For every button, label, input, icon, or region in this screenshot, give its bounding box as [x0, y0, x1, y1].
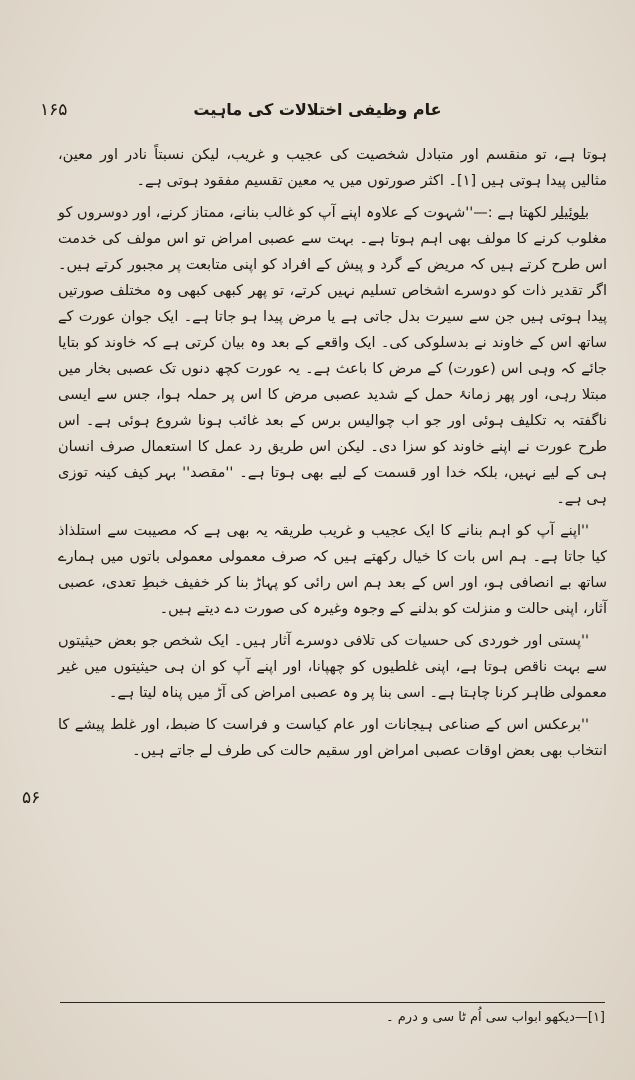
footnote-divider — [60, 1002, 605, 1003]
running-title: عام وظیفی اختلالات کی ماہیت — [193, 100, 442, 119]
body-text — [58, 142, 607, 770]
page-header — [30, 100, 605, 130]
paragraph: ''اپنے آپ کو اہم بنانے کا ایک عجیب و غریب طریقہ یہ بھی ہے کہ مصیبت سے استلذاذ کیا جاتا ہے۔ ہم اس بات کا خیال رکھتے ہیں کہ صرف معمولی معمولی باتوں میں ہمارے ساتھ بے انصافی ہو، اور اس کے بعد ہم اس رائی کو پہاڑ بنا کر خفیف خبطِ تعدی، عصبی آثار، اپنی حالت و منزلت کو بدلنے کے وجوہ وغیرہ کی صورت دے دیتے ہیں۔ — [58, 523, 607, 617]
author-name: بلوئیلر — [551, 205, 589, 221]
page-number: ۱۶۵ — [40, 100, 68, 120]
paragraph-quote-intro — [58, 200, 607, 512]
paragraph: ہوتا ہے، تو منقسم اور متبادل شخصیت کی عجیب و غریب، لیکن نسبتاً نادر اور معین، مثالیں پیدا ہوتی ہیں [۱]۔ اکثر صورتوں میں یہ معین تقسیم مفقود ہوتی ہے۔ — [58, 147, 607, 189]
footnote: [۱]—دیکھو ابواب سی اُم ٹا سی و درم ۔ — [386, 1010, 605, 1025]
margin-number: ۵۶ — [22, 788, 41, 808]
paragraph: ''پستی اور خوردی کی حسیات کی تلافی دوسرے آثار ہیں۔ ایک شخص جو بعض حیثیتوں سے بہت ناقص ہوتا ہے، اپنی غلطیوں کو چھپانا، اور اپنے آپ کو ان ہی حیثیتوں میں غیر معمولی ظاہر کرنا چاہتا ہے۔ اسی بنا پر وہ عصبی امراض کی آڑ میں پناہ لیتا ہے۔ — [58, 633, 607, 701]
paragraph-text: لکھتا ہے :—''شہوت کے علاوہ اپنے آپ کو غالب بنانے، ممتاز کرنے، اور دوسروں کو مغلوب کرنے کا مولف بھی اہم ہوتا ہے۔ بہت سے عصبی امراض تو اس مولف کی خدمت اس طرح کرتے ہیں کہ مریض کے گرد و پیش کے افراد کو اپنی متابعت پر مجبور کرتے ہیں۔ اگر تقدیر ذات کو دوسرے اشخاص تسلیم نہیں کرتے، تو پھر کبھی کبھی وہ مختلف صورتیں پیدا ہوتی ہیں جن سے سیرت بدل جاتی ہے یا مرض پیدا ہو جاتا ہے۔ ایک جوان عورت کے ساتھ اس کے خاوند نے بدسلوکی کی۔ ایک واقعے کے بعد وہ بیان کرتی ہے کہ خاوند کو بتایا جائے کہ وہی اس (عورت) کے مرض کا باعث ہے۔ یہ عورت کچھ دنوں تک عصبی بخار میں مبتلا رہی، اور پھر زمانۂ حمل کے شدید عصبی مرض کا اس پر حملہ ہوا، جس سے ایسی ناگفتہ بہ تکلیف ہوئی اور جو اب چوالیس برس کے بعد غائب ہونا شروع ہوئی ہے۔ اس طرح عورت نے اپنے خاوند کو سزا دی۔ لیکن اس طریق رد عمل کا استعمال صرف انسان ہی کے لیے نہیں، بلکہ خدا اور قسمت کے لیے بھی ہوتا ہے۔ ''مقصد'' بہر کیف کینہ توزی ہی ہے۔ — [58, 205, 607, 507]
paragraph: ''برعکس اس کے صناعی ہیجانات اور عام کیاست و فراست کا ضبط، اور غلط پیشے کا انتخاب بھی بعض اوقات عصبی امراض اور سقیم حالت کی طرف لے جاتے ہیں۔ — [58, 717, 607, 759]
